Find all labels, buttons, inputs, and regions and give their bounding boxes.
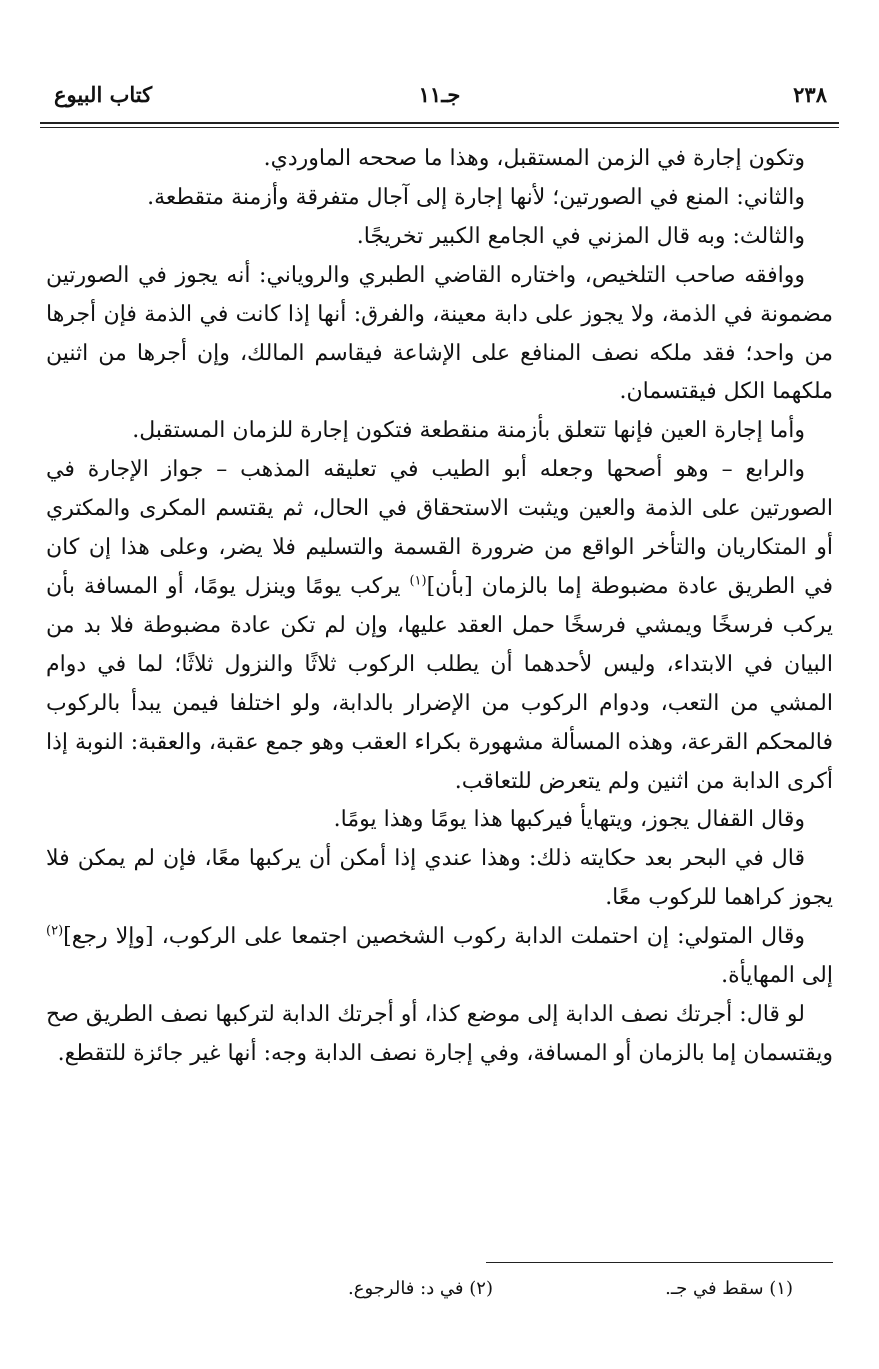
footnote-marker: (١): [409, 573, 427, 589]
paragraph: وتكون إجارة في الزمن المستقبل، وهذا ما صححه الماوردي.: [263, 146, 805, 171]
page-header: [40, 78, 839, 118]
page-number: ٢٣٨: [793, 82, 827, 107]
paragraph-text: إلى المهايأة.: [721, 963, 833, 989]
paragraph: والثاني: المنع في الصورتين؛ لأنها إجارة إلى آجال متفرقة وأزمنة متقطعة.: [147, 184, 805, 210]
paragraph: والثالث: وبه قال المزني في الجامع الكبير تخريجًا.: [356, 223, 805, 249]
main-text: [46, 140, 833, 1074]
paragraph-text: والرابع – وهو أصحها وجعله أبو الطيب في تعليقه المذهب – جواز الإجارة في الصورتين على الذمة والعين ويثبت الاستحقاق في الحال، ثم يقتسم المكرى والمكتري أو المتكاريان والتأخر الواقع من ضرورة القسمة والتسليم فلا يضر، وعلى هذا إن كان في الطريق عادة مضبوطة إما بالزمان [بأن]: [46, 457, 834, 599]
book-title: كتاب البيوع: [54, 82, 153, 107]
paragraph: لو قال: أجرتك نصف الدابة إلى موضع كذا، أو أجرتك الدابة لتركبها نصف الطريق صح ويقتسمان إما بالزمان أو المسافة، وفي إجارة نصف الدابة وجه: أنها غير جائزة للتقطع.: [46, 1001, 833, 1066]
footnotes: [46, 1278, 833, 1308]
footnote-1: (١) سقط في جـ.: [665, 1278, 793, 1299]
paragraph: [46, 451, 833, 801]
paragraph: ووافقه صاحب التلخيص، واختاره القاضي الطبري والروياني: أنه يجوز في الصورتين مضمونة في الذمة، ولا يجوز على دابة معينة، والفرق: أنها إذا كانت في الذمة فإن أجرها من واحد؛ فقد ملكه نصف المنافع على الإشاعة فيقاسم المالك، وإن أجرها من اثنين ملكهما الكل فيقتسمان.: [46, 262, 833, 405]
footnote-rule: [486, 1262, 833, 1263]
paragraph: [46, 918, 833, 996]
paragraph-text: وقال المتولي: إن احتملت الدابة ركوب الشخصين اجتمعا على الركوب، [وإلا رجع]: [63, 924, 805, 950]
paragraph: وقال القفال يجوز، ويتهايأ فيركبها هذا يومًا وهذا يومًا.: [333, 807, 805, 833]
footnote-2: (٢) في د: فالرجوع.: [348, 1278, 493, 1299]
paragraph: وأما إجارة العين فإنها تتعلق بأزمنة منقطعة فتكون إجارة للزمان المستقبل.: [132, 418, 805, 444]
volume-label: جـ١١: [418, 82, 461, 107]
paragraph-text: يركب يومًا وينزل يومًا، أو المسافة بأن يركب فرسخًا ويمشي فرسخًا حمل العقد عليها، وإن لم تكن عادة مضبوطة فلا بد من البيان في الابتداء، وليس لأحدهما أن يطلب الركوب ثلاثًا والنزول ثلاثًا؛ لما في دوام المشي من التعب، ودوام الركوب من الإضرار بالدابة، ولو اختلفا فيمن يبدأ بالركوب فالمحكم القرعة، وهذه المسألة مشهورة بكراء العقب وهو جمع عقبة، والعقبة: النوبة إذا أكرى الدابة من اثنين ولم يتعرض للتعاقب.: [46, 573, 833, 794]
footnote-marker: (٢): [46, 923, 64, 939]
paragraph: قال في البحر بعد حكايته ذلك: وهذا عندي إذا أمكن أن يركبها معًا، فإن لم يمكن فلا يجوز كراهما للركوب معًا.: [46, 846, 833, 911]
header-rule: [40, 122, 839, 128]
